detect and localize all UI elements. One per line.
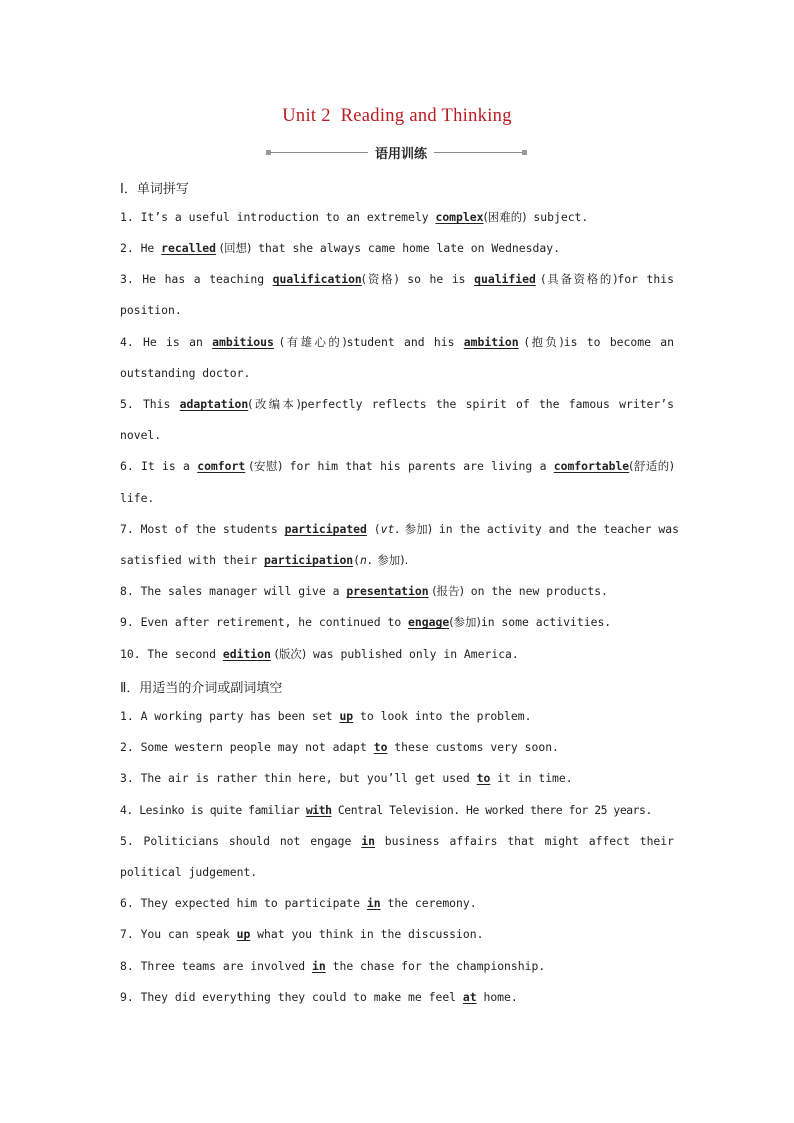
answer: qualification [272, 272, 362, 286]
left-divider-line [270, 152, 368, 153]
answer: recalled [161, 241, 217, 255]
subtitle-banner [266, 143, 528, 163]
right-square-ornament [522, 150, 527, 155]
exercise-item-continuation: novel. [120, 428, 162, 442]
answer: in [312, 959, 326, 973]
answer: with [305, 803, 332, 817]
exercise-item: 5. This adaptation(改编本)perfectly reflects the spirit of the famous writer’s [120, 397, 674, 411]
section-2-heading: Ⅱ．用适当的介词或副词填空 [120, 681, 283, 696]
answer: presentation [346, 584, 429, 598]
exercise-item: 3. The air is rather thin here, but you’ll get used to it in time. [120, 771, 573, 785]
section-1-heading: Ⅰ．单词拼写 [120, 182, 189, 197]
exercise-item-continuation: political judgement. [120, 865, 258, 879]
exercise-item: 2. He recalled (回想) that she always came home late on Wednesday. [120, 241, 560, 255]
exercise-item: 7. Most of the students participated (vt. 参加) in the activity and the teacher was [120, 522, 679, 536]
answer: complex [435, 210, 484, 224]
answer: engage [408, 615, 450, 629]
answer: edition [222, 647, 271, 661]
exercise-item: 6. They expected him to participate in the ceremony. [120, 896, 477, 910]
answer: comfort [197, 459, 246, 473]
exercise-item: 2. Some western people may not adapt to these customs very soon. [120, 740, 559, 754]
exercise-item: 10. The second edition (版次) was published only in America. [120, 647, 519, 661]
exercise-item: 7. You can speak up what you think in the discussion. [120, 927, 484, 941]
answer: in [366, 896, 381, 910]
exercise-item: 3. He has a teaching qualification(资格) so he is qualified (具备资格的)for this [120, 272, 674, 286]
answer: participation [264, 553, 354, 567]
page-title: Unit 2 Reading and Thinking [282, 106, 512, 126]
exercise-item: 6. It is a comfort (安慰) for him that his parents are living a comfortable(舒适的) [120, 459, 674, 473]
exercise-item: 8. The sales manager will give a presentation (报告) on the new products. [120, 584, 608, 598]
exercise-item: 8. Three teams are involved in the chase for the championship. [120, 959, 546, 973]
exercise-item: 4. Lesinko is quite familiar with Central Television. He worked there for 25 years. [120, 803, 652, 817]
answer: participated [284, 522, 367, 536]
exercise-item: 5. Politicians should not engage in business affairs that might affect their [120, 834, 674, 848]
exercise-item-continuation: position. [120, 303, 182, 317]
exercise-item: 4. He is an ambitious (有雄心的)student and his ambition (抱负)is to become an [120, 335, 674, 349]
answer: qualified [474, 272, 536, 286]
exercise-item-continuation: life. [120, 491, 155, 505]
exercise-item-continuation: outstanding doctor. [120, 366, 251, 380]
answer: in [361, 834, 375, 848]
exercise-item-continuation: satisfied with their participation(n. 参加). [120, 553, 409, 567]
answer: comfortable [553, 459, 630, 473]
exercise-item: 9. They did everything they could to make me feel at home. [120, 990, 518, 1004]
exercise-item: 9. Even after retirement, he continued to engage(参加)in some activities. [120, 615, 612, 629]
answer: ambitious [212, 335, 274, 349]
answer: to [476, 771, 491, 785]
answer: up [236, 927, 251, 941]
right-divider-line [434, 152, 524, 153]
exercise-item: 1. It’s a useful introduction to an extremely complex(困难的) subject. [120, 210, 589, 224]
answer: adaptation [179, 397, 249, 411]
answer: at [462, 990, 477, 1004]
answer: to [373, 740, 388, 754]
answer: up [339, 709, 354, 723]
exercise-item: 1. A working party has been set up to look into the problem. [120, 709, 532, 723]
answer: ambition [463, 335, 519, 349]
subtitle: 语用训练 [374, 147, 427, 162]
